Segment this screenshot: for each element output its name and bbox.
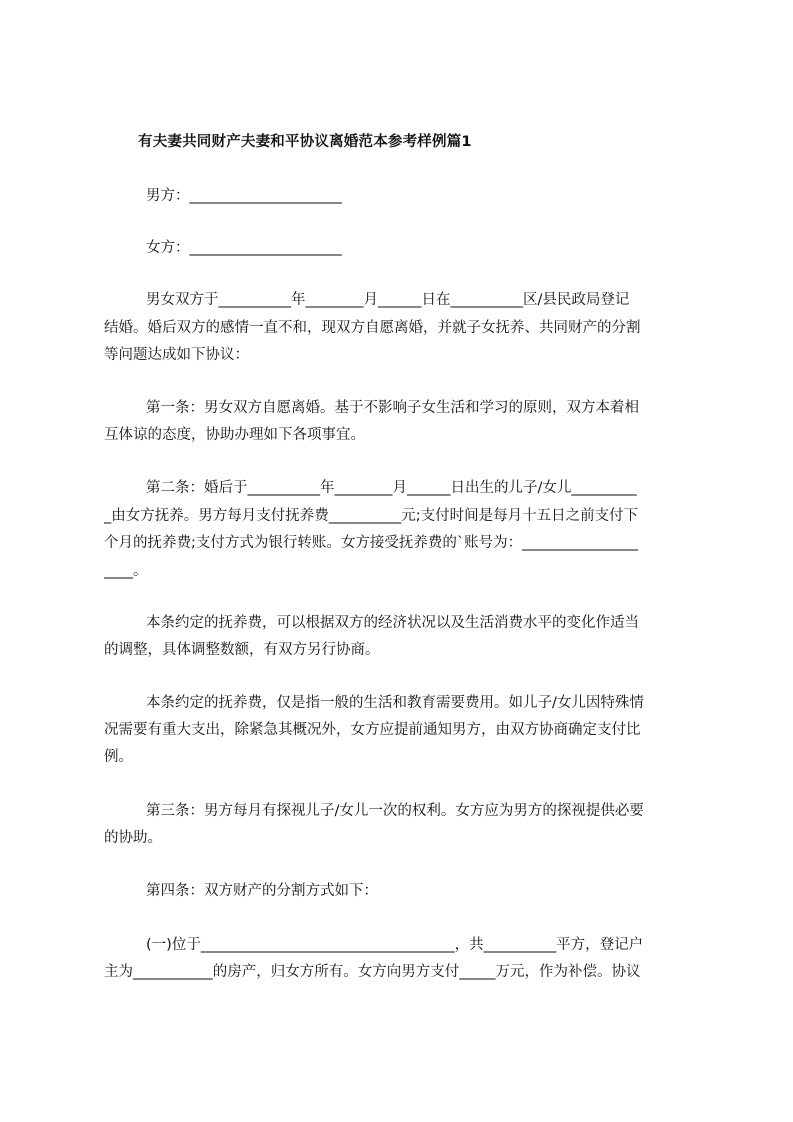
male-party-line: 男方：_____________________: [146, 188, 342, 204]
article-3-line: 第三条：男方每月有探视儿子/女儿一次的权利。女方应为男方的探视提供必要: [146, 803, 644, 819]
opening-paragraph-line: 男女双方于__________年________月______日在__________区/县民政局登记: [146, 292, 630, 308]
female-party-line: 女方：_____________________: [146, 240, 342, 256]
article-2-line: 个月的抚养费;支付方式为银行转账。女方接受抚养费的`账号为：________________: [104, 535, 639, 551]
article-2-line: _由女方抚养。男方每月支付抚养费__________元;支付时间是每月十五日之前支付下: [104, 508, 639, 524]
opening-paragraph-line: 结婚。婚后双方的感情一直不和，现双方自愿离婚，并就子女抚养、共同财产的分割: [104, 320, 641, 336]
article-1-line: 第一条：男女双方自愿离婚。基于不影响子女生活和学习的原则，双方本着相: [146, 400, 639, 416]
support-adjustment-line: 的调整，具体调整数额，有双方另行协商。: [104, 642, 380, 658]
article-4-line: 第四条：双方财产的分割方式如下：: [146, 883, 378, 899]
support-scope-line: 本条约定的抚养费，仅是指一般的生活和教育需要费用。如儿子/女儿因特殊情: [146, 695, 644, 711]
article-3-line: 的协助。: [104, 830, 162, 846]
support-scope-line: 况需要有重大支出，除紧急其概况外，女方应提前通知男方，由双方协商确定支付比: [104, 722, 641, 738]
article-2-line: 第二条：婚后于__________年________月______日出生的儿子/女儿_________: [146, 480, 637, 496]
article-2-line: ____。: [104, 563, 148, 579]
support-adjustment-line: 本条约定的抚养费，可以根据双方的经济状况以及生活消费水平的变化作适当: [146, 615, 639, 631]
document-title: 有夫妻共同财产夫妻和平协议离婚范本参考样例篇1: [138, 134, 472, 150]
property-item-1-line: 主为___________的房产，归女方所有。女方向男方支付_____万元，作为补偿。协议: [104, 964, 641, 980]
opening-paragraph-line: 等问题达成如下协议：: [104, 347, 249, 363]
article-1-line: 互体谅的态度，协助办理如下各项事宜。: [104, 427, 365, 443]
support-scope-line: 例。: [104, 749, 133, 765]
property-item-1-line: (一)位于___________________________________，共__________平方，登记户: [146, 937, 644, 953]
